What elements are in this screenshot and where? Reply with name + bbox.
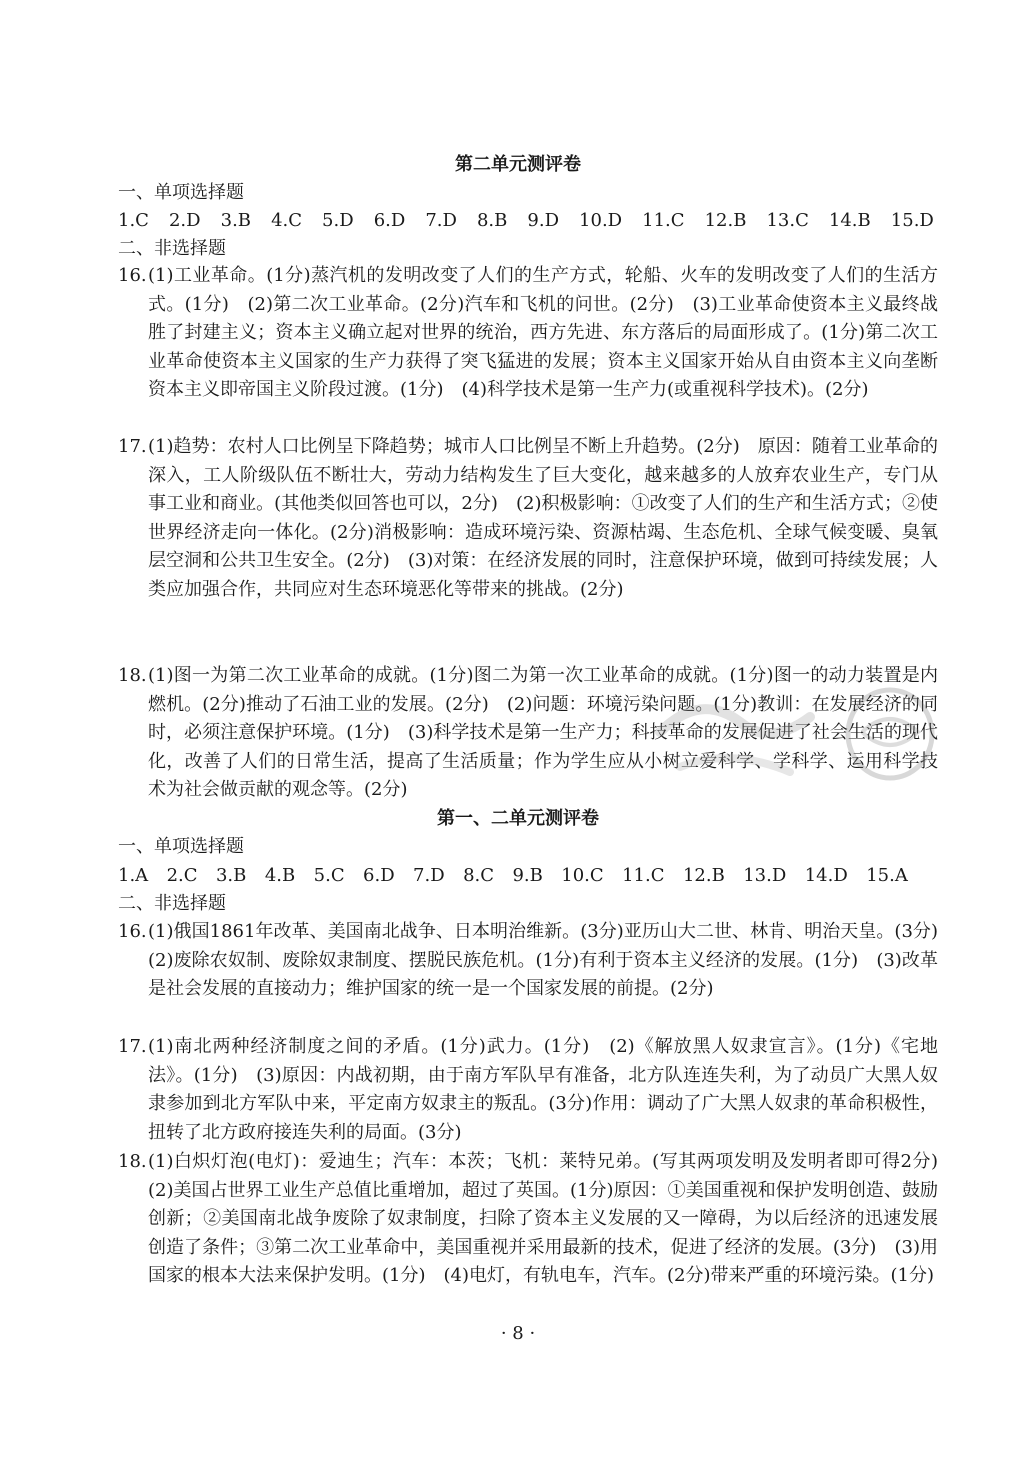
question-number: 16. bbox=[118, 921, 147, 942]
mc-answer: 4.C bbox=[271, 210, 303, 231]
section-title: 第二单元测评卷 bbox=[455, 154, 581, 175]
question-text: (1)白炽灯泡(电灯)：爱迪生；汽车：本茨；飞机：莱特兄弟。(写其两项发明及发明者即可得2分) (2)美国占世界工业生产总值比重增加，超过了英国。(1分)原因：①美国重视和保护发明创造、鼓励创新；②美国南北战争废除了奴隶制度，扫除了资本主义发展的又一障碍，为以后经济的迅速发展创造了条件；③第二次工业革命中，美国重视并采用最新的技术，促进了经济的发展。(3分) (3)用国家的根本大法来保护发明。(1分) (4)电灯，有轨电车，汽车。(2分)带来严重的环境污染。(1分) bbox=[148, 1151, 956, 1287]
question-text: (1)俄国1861年改革、美国南北战争、日本明治维新。(3分)亚历山大二世、林肯、明治天皇。(3分) (2)废除农奴制、废除奴隶制度、摆脱民族危机。(1分)有利于资本主义经济的发展。(1分) (3)改革是社会发展的直接动力；维护国家的统一是一个国家发展的前提。(2分) bbox=[148, 921, 956, 1000]
mc-answer-row bbox=[118, 862, 908, 890]
question-number: 16. bbox=[118, 265, 147, 286]
mc-answer: 15.D bbox=[890, 210, 934, 231]
question-17 bbox=[118, 1033, 938, 1147]
mc-answer: 2.D bbox=[168, 210, 201, 231]
question-18 bbox=[118, 1148, 956, 1291]
page-number: · 8 · bbox=[500, 1323, 536, 1344]
mc-answer: 7.D bbox=[425, 210, 457, 231]
mc-answer: 1.C bbox=[118, 210, 149, 231]
question-17 bbox=[118, 433, 938, 605]
mc-answer: 8.C bbox=[463, 865, 495, 886]
mc-answer: 1.A bbox=[118, 865, 149, 886]
mc-answer: 10.D bbox=[579, 210, 623, 231]
question-text: (1)图一为第二次工业革命的成就。(1分)图二为第一次工业革命的成就。(1分)图一的动力装置是内燃机。(2分)推动了石油工业的发展。(2分) (2)问题：环境污染问题。(1分)教训：在发展经济的同时，必须注意保护环境。(1分) (3)科学技术是第一生产力；科技革命的发展促进了社会生活的现代化，改善了人们的日常生活，提高了生活质量；作为学生应从小树立爱科学、学科学、运用科学技术为社会做贡献的观念等。(2分) bbox=[148, 665, 938, 801]
question-number: 17. bbox=[118, 436, 147, 457]
mc-answer: 14.D bbox=[804, 865, 848, 886]
mc-answer: 9.D bbox=[527, 210, 560, 231]
mc-answer: 15.A bbox=[866, 865, 908, 886]
mc-answer: 9.B bbox=[512, 865, 543, 886]
mc-answer: 5.C bbox=[313, 865, 345, 886]
mc-answer: 3.B bbox=[215, 865, 247, 886]
watermark-stamp-icon bbox=[640, 672, 940, 802]
mc-answer: 6.D bbox=[373, 210, 406, 231]
question-number: 17. bbox=[118, 1036, 147, 1057]
question-number: 18. bbox=[118, 1151, 147, 1172]
mc-answer: 12.B bbox=[704, 210, 747, 231]
mc-answer: 5.D bbox=[322, 210, 354, 231]
mc-answer: 10.C bbox=[561, 865, 604, 886]
mc-answer: 11.C bbox=[622, 865, 665, 886]
mc-answer: 2.C bbox=[166, 865, 198, 886]
question-number: 18. bbox=[118, 665, 147, 686]
mc-answer: 14.B bbox=[828, 210, 871, 231]
mc-answer: 4.B bbox=[264, 865, 296, 886]
mc-answer: 11.C bbox=[642, 210, 685, 231]
mc-answer: 13.C bbox=[766, 210, 809, 231]
mc-answer: 13.D bbox=[743, 865, 787, 886]
mc-answer: 7.D bbox=[413, 865, 445, 886]
nonmc-heading: 二、非选择题 bbox=[118, 238, 226, 259]
section-title: 第一、二单元测评卷 bbox=[437, 808, 599, 829]
question-16 bbox=[118, 262, 938, 405]
mc-answer: 3.B bbox=[220, 210, 252, 231]
mc-answer: 6.D bbox=[363, 865, 395, 886]
question-16 bbox=[118, 918, 956, 1004]
mc-answer: 12.B bbox=[682, 865, 725, 886]
question-text: (1)工业革命。(1分)蒸汽机的发明改变了人们的生产方式，轮船、火车的发明改变了人们的生活方式。(1分) (2)第二次工业革命。(2分)汽车和飞机的问世。(2分) (3)工业革命使资本主义最终战胜了封建主义；资本主义确立起对世界的统治，西方先进、东方落后的局面形成了。(1分)第二次工业革命使资本主义国家的生产力获得了突飞猛进的发展；资本主义国家开始从自由资本主义向垄断资本主义即帝国主义阶段过渡。(1分) (4)科学技术是第一生产力(或重视科学技术)。(2分) bbox=[148, 265, 938, 401]
mc-answer-row bbox=[118, 207, 934, 235]
question-text: (1)南北两种经济制度之间的矛盾。(1分)武力。(1分) (2)《解放黑人奴隶宣言》。(1分)《宅地法》。(1分) (3)原因：内战初期，由于南方军队早有准备，北方队连连失利，为了动员广大黑人奴隶参加到北方军队中来，平定南方奴隶主的叛乱。(3分)作用：调动了广大黑人奴隶的革命积极性，扭转了北方政府接连失利的局面。(3分) bbox=[148, 1036, 938, 1143]
question-text: (1)趋势：农村人口比例呈下降趋势；城市人口比例呈不断上升趋势。(2分) 原因：随着工业革命的深入，工人阶级队伍不断壮大，劳动力结构发生了巨大变化，越来越多的人放弃农业生产，专门从事工业和商业。(其他类似回答也可以，2分) (2)积极影响：①改变了人们的生产和生活方式；②使世界经济走向一体化。(2分)消极影响：造成环境污染、资源枯竭、生态危机、全球气候变暖、臭氧层空洞和公共卫生安全。(2分) (3)对策：在经济发展的同时，注意保护环境，做到可持续发展；人类应加强合作，共同应对生态环境恶化等带来的挑战。(2分) bbox=[148, 436, 938, 600]
mc-heading: 一、单项选择题 bbox=[118, 182, 244, 203]
mc-heading: 一、单项选择题 bbox=[118, 836, 244, 857]
nonmc-heading: 二、非选择题 bbox=[118, 893, 226, 914]
mc-answer: 8.B bbox=[476, 210, 508, 231]
